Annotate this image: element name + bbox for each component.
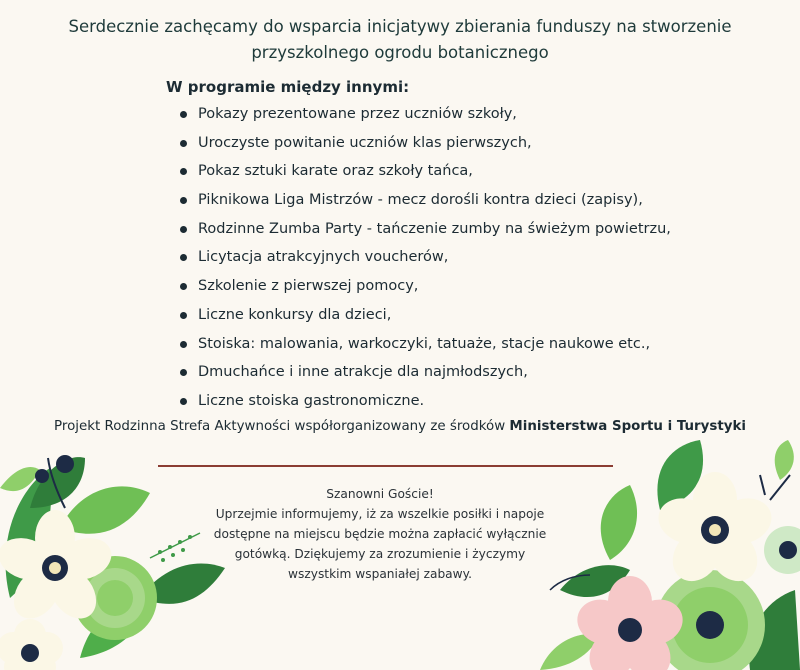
project-text: Projekt Rodzinna Strefa Aktywności współorganizowany ze środków — [54, 419, 510, 434]
floral-right-decoration — [520, 440, 800, 670]
bullet-icon — [180, 341, 187, 348]
list-item: Rodzinne Zumba Party - tańczenie zumby na świeżym powietrzu, — [178, 215, 671, 244]
bullet-icon — [180, 111, 187, 118]
bullet-icon — [180, 312, 187, 319]
program-list — [178, 100, 671, 416]
program-heading: W programie między innymi: — [166, 78, 410, 96]
ministry-name: Ministerstwa Sportu i Turystyki — [509, 419, 746, 434]
list-item: Pokazy prezentowane przez uczniów szkoły, — [178, 100, 671, 129]
notice-line-1: Uprzejmie informujemy, iż za wszelkie posiłki i napoje — [215, 507, 545, 521]
project-sponsor-line — [0, 419, 800, 434]
list-item: Liczne stoiska gastronomiczne. — [178, 387, 671, 416]
bullet-icon — [180, 254, 187, 261]
notice-greeting: Szanowni Goście! — [326, 487, 434, 501]
floral-left-decoration — [0, 448, 230, 670]
bullet-icon — [180, 168, 187, 175]
payment-notice — [200, 484, 560, 584]
bullet-icon — [180, 226, 187, 233]
list-item: Uroczyste powitanie uczniów klas pierwszych, — [178, 129, 671, 158]
list-item: Piknikowa Liga Mistrzów - mecz dorośli kontra dzieci (zapisy), — [178, 186, 671, 215]
list-item: Licytacja atrakcyjnych voucherów, — [178, 243, 671, 272]
list-item: Szkolenie z pierwszej pomocy, — [178, 272, 671, 301]
list-item: Liczne konkursy dla dzieci, — [178, 301, 671, 330]
bullet-icon — [180, 197, 187, 204]
intro-line-2: przyszkolnego ogrodu botanicznego — [251, 43, 549, 62]
section-divider — [158, 465, 613, 467]
intro-line-1: Serdecznie zachęcamy do wsparcia inicjatywy zbierania funduszy na stworzenie — [68, 17, 732, 36]
notice-line-2: dostępne na miejscu będzie można zapłacić wyłącznie — [213, 527, 547, 541]
bullet-icon — [180, 140, 187, 147]
bullet-icon — [180, 398, 187, 405]
list-item: Stoiska: malowania, warkoczyki, tatuaże, stacje naukowe etc., — [178, 330, 671, 359]
notice-line-3: gotówką. Dziękujemy za zrozumienie i życzymy — [234, 547, 526, 561]
list-item: Dmuchańce i inne atrakcje dla najmłodszych, — [178, 358, 671, 387]
notice-line-4: wszystkim wspaniałej zabawy. — [288, 567, 472, 581]
list-item: Pokaz sztuki karate oraz szkoły tańca, — [178, 157, 671, 186]
intro-heading — [20, 14, 780, 66]
bullet-icon — [180, 369, 187, 376]
bullet-icon — [180, 283, 187, 290]
